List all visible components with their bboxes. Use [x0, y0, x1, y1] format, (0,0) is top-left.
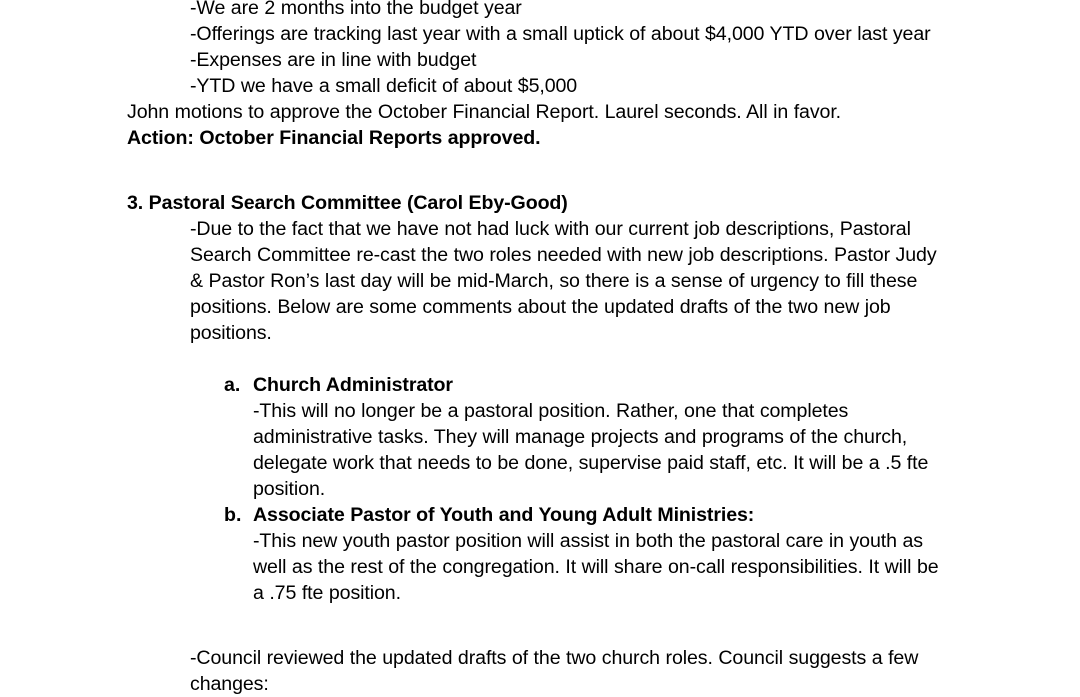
section-spacer-half: [0, 177, 1080, 190]
bullet-expenses: -Expenses are in line with budget: [190, 49, 477, 71]
list-item: [224, 502, 943, 606]
job-positions-list: [0, 372, 1080, 606]
section-pastoral-search-committee: [0, 190, 1080, 697]
financial-report-bullets: [0, 0, 1080, 99]
section-spacer: [0, 151, 1080, 177]
list-marker-a: a.: [224, 374, 241, 396]
bullet-ytd-deficit: -YTD we have a small deficit of about $5,000: [190, 75, 578, 97]
action-line: Action: October Financial Reports approved.: [127, 127, 541, 149]
position-title-associate-pastor: Associate Pastor of Youth and Young Adult Ministries:: [253, 504, 755, 526]
list-item: [224, 372, 943, 502]
section-3-intro-paragraph: -Due to the fact that we have not had luck with our current job descriptions, Pastoral Search Committee re-cast the two roles needed with new job descriptions. Pastor Judy & Pastor Ron’s last day will be mid-March, so there is a sense of urgency to fill these positions. Below are some comments about the updated drafts of the two new job positions.: [190, 218, 937, 344]
section-3-closing-paragraph: -Council reviewed the updated drafts of the two church roles. Council suggests a few changes:: [190, 647, 919, 695]
position-title-church-administrator: Church Administrator: [253, 374, 453, 396]
list-marker-b: b.: [224, 504, 242, 526]
motion-line: John motions to approve the October Financial Report. Laurel seconds. All in favor.: [127, 101, 842, 123]
list-spacer: [0, 346, 1080, 372]
section-3-heading: 3. Pastoral Search Committee (Carol Eby-Good): [127, 192, 568, 214]
closing-spacer: [0, 606, 1080, 632]
bullet-budget-year: -We are 2 months into the budget year: [190, 0, 522, 19]
position-body-church-administrator: -This will no longer be a pastoral position. Rather, one that completes administrative tasks. They will manage projects and programs of the church, delegate work that needs to be done, supervise paid staff, etc. It will be a .5 fte position.: [253, 400, 929, 500]
closing-spacer-half: [0, 632, 1080, 645]
position-body-associate-pastor: -This new youth pastor position will assist in both the pastoral care in youth as well as the rest of the congregation. It will share on-call responsibilities. It will be a .75 fte position.: [253, 530, 939, 604]
bullet-offerings: -Offerings are tracking last year with a small uptick of about $4,000 YTD over last year: [190, 23, 931, 45]
